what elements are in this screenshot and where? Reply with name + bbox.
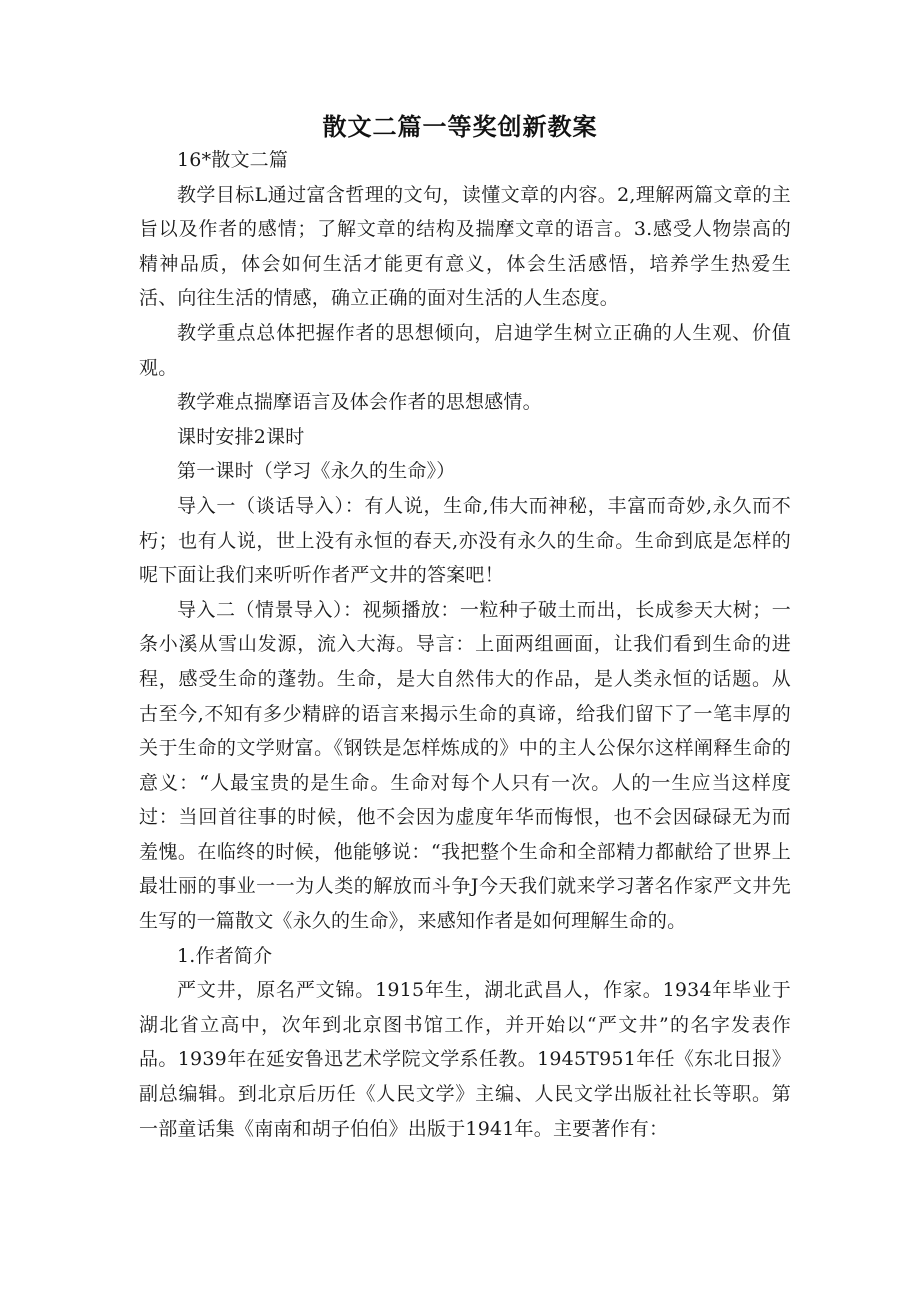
first-lesson-heading: 第一课时（学习《永久的生命》） xyxy=(177,460,456,483)
author-bio-paragraph: 严文井，原名严文锦。1915年生，湖北武昌人，作家。1934年毕业于湖北省立高中，次年到北京图书馆工作，并开始以“严文井”的名字发表作品。1939年在延安鲁迅艺术学院文学系任教。1945T951年任《东北日报》副总编辑。到北京后历任《人民文学》主编、人民文学出版社社长等职。第一部童话集《南南和胡子伯伯》出版于1941年。主要著作有： xyxy=(139,979,791,1140)
schedule-paragraph: 课时安排2课时 xyxy=(177,425,305,448)
intro-two-paragraph: 导入二（情景导入）：视频播放：一粒种子破土而出，长成参天大树；一条小溪从雪山发源，流入大海。导言：上面两组画面，让我们看到生命的进程，感受生命的蓬勃。生命，是大自然伟大的作品，是人类永恒的话题。从古至今,不知有多少精辟的语言来揭示生命的真谛，给我们留下了一笔丰厚的关于生命的文学财富。《钢铁是怎样炼成的》中的主人公保尔这样阐释生命的意义：“人最宝贵的是生命。生命对每个人只有一次。人的一生应当这样度过：当回首往事的时候，他不会因为虚度年华而悔恨，也不会因碌碌无为而羞愧。在临终的时候，他能够说：“我把整个生命和全部精力都献给了世界上最壮丽的事业一一为人类的解放而斗争J今天我们就来学习著名作家严文井先生写的一篇散文《永久的生命》，来感知作者是如何理解生命的。 xyxy=(139,598,791,933)
document-body xyxy=(139,143,791,1146)
teaching-goals-paragraph: 教学目标L通过富含哲理的文句，读懂文章的内容。2,理解两篇文章的主旨以及作者的感情；了解文章的结构及揣摩文章的语言。3.感受人物崇高的精神品质，体会如何生活才能更有意义，体会生活感悟，培养学生热爱生活、向往生活的情感，确立正确的面对生活的人生态度。 xyxy=(139,183,791,310)
author-section-heading: 1.作者简介 xyxy=(177,944,273,967)
page-title: 散文二篇一等奖创新教案 xyxy=(322,113,598,141)
teaching-focus-paragraph: 教学重点总体把握作者的思想倾向，启迪学生树立正确的人生观、价值观。 xyxy=(139,321,791,379)
intro-one-paragraph: 导入一（谈话导入）：有人说，生命,伟大而神秘，丰富而奇妙,永久而不朽；也有人说，世上没有永恒的春天,亦没有永久的生命。生命到底是怎样的呢下面让我们来听听作者严文井的答案吧！ xyxy=(139,494,791,587)
lesson-heading: 16*散文二篇 xyxy=(177,149,289,171)
teaching-difficulty-paragraph: 教学难点揣摩语言及体会作者的思想感情。 xyxy=(177,391,542,414)
